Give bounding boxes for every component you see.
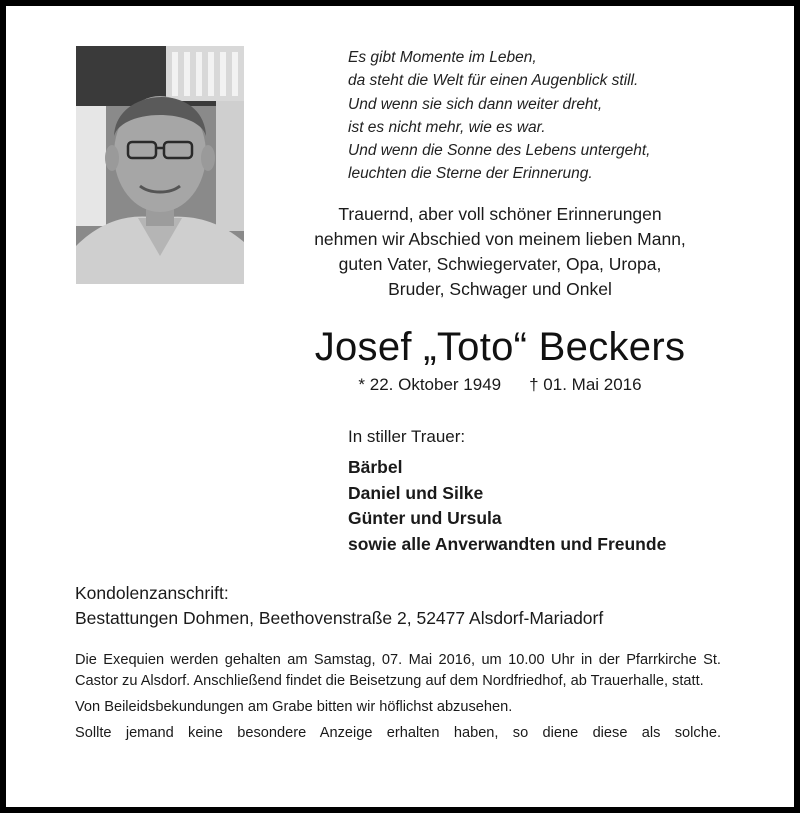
funeral-info (75, 650, 721, 749)
birth-date: * 22. Oktober 1949 (358, 375, 502, 394)
poem-line: Und wenn die Sonne des Lebens untergeht, (348, 142, 651, 160)
mourner-name: Bärbel (348, 457, 403, 477)
intro-text (261, 202, 739, 302)
death-date: † 01. Mai 2016 (529, 375, 642, 394)
condolence-address: Bestattungen Dohmen, Beethovenstraße 2, 52477 Alsdorf-Mariadorf (75, 608, 604, 628)
mourning-label: In stiller Trauer: (348, 427, 466, 446)
mourner-name: Daniel und Silke (348, 482, 484, 503)
obituary-notice (6, 6, 794, 807)
notice-paragraph: Sollte jemand keine besondere Anzeige erhalten haben, so diene diese als solche. (75, 725, 721, 741)
life-dates (258, 374, 742, 396)
condolence-label: Kondolenzanschrift: (75, 583, 229, 603)
mourners-list (348, 455, 666, 558)
condolence-request: Von Beileidsbekundungen am Grabe bitten wir höflichst abzusehen. (75, 699, 513, 715)
condolence-block (75, 581, 603, 631)
poem (348, 46, 778, 186)
poem-line: ist es nicht mehr, wie es war. (348, 118, 546, 136)
intro-line: nehmen wir Abschied von meinem lieben Mann, (314, 229, 686, 249)
poem-line: Und wenn sie sich dann weiter dreht, (348, 95, 603, 113)
service-paragraph: Die Exequien werden gehalten am Samstag, 07. Mai 2016, um 10.00 Uhr in der Pfarrkirche St. Castor zu Alsdorf. Anschließend findet die Beisetzung auf dem Nordfriedhof, ab Trauerhalle, statt. (75, 652, 721, 689)
intro-line: Bruder, Schwager und Onkel (388, 279, 612, 299)
poem-line: da steht die Welt für einen Augenblick still. (348, 72, 639, 90)
intro-line: guten Vater, Schwiegervater, Opa, Uropa, (338, 254, 662, 274)
mourner-name: sowie alle Anverwandten und Freunde (348, 534, 667, 555)
poem-line: leuchten die Sterne der Erinnerung. (348, 165, 593, 183)
intro-line: Trauernd, aber voll schöner Erinnerungen (338, 204, 662, 224)
portrait-photo (76, 46, 244, 284)
deceased-name: Josef „Toto“ Beckers (314, 325, 686, 369)
mourner-name: Günter und Ursula (348, 508, 502, 529)
poem-line: Es gibt Momente im Leben, (348, 49, 537, 66)
